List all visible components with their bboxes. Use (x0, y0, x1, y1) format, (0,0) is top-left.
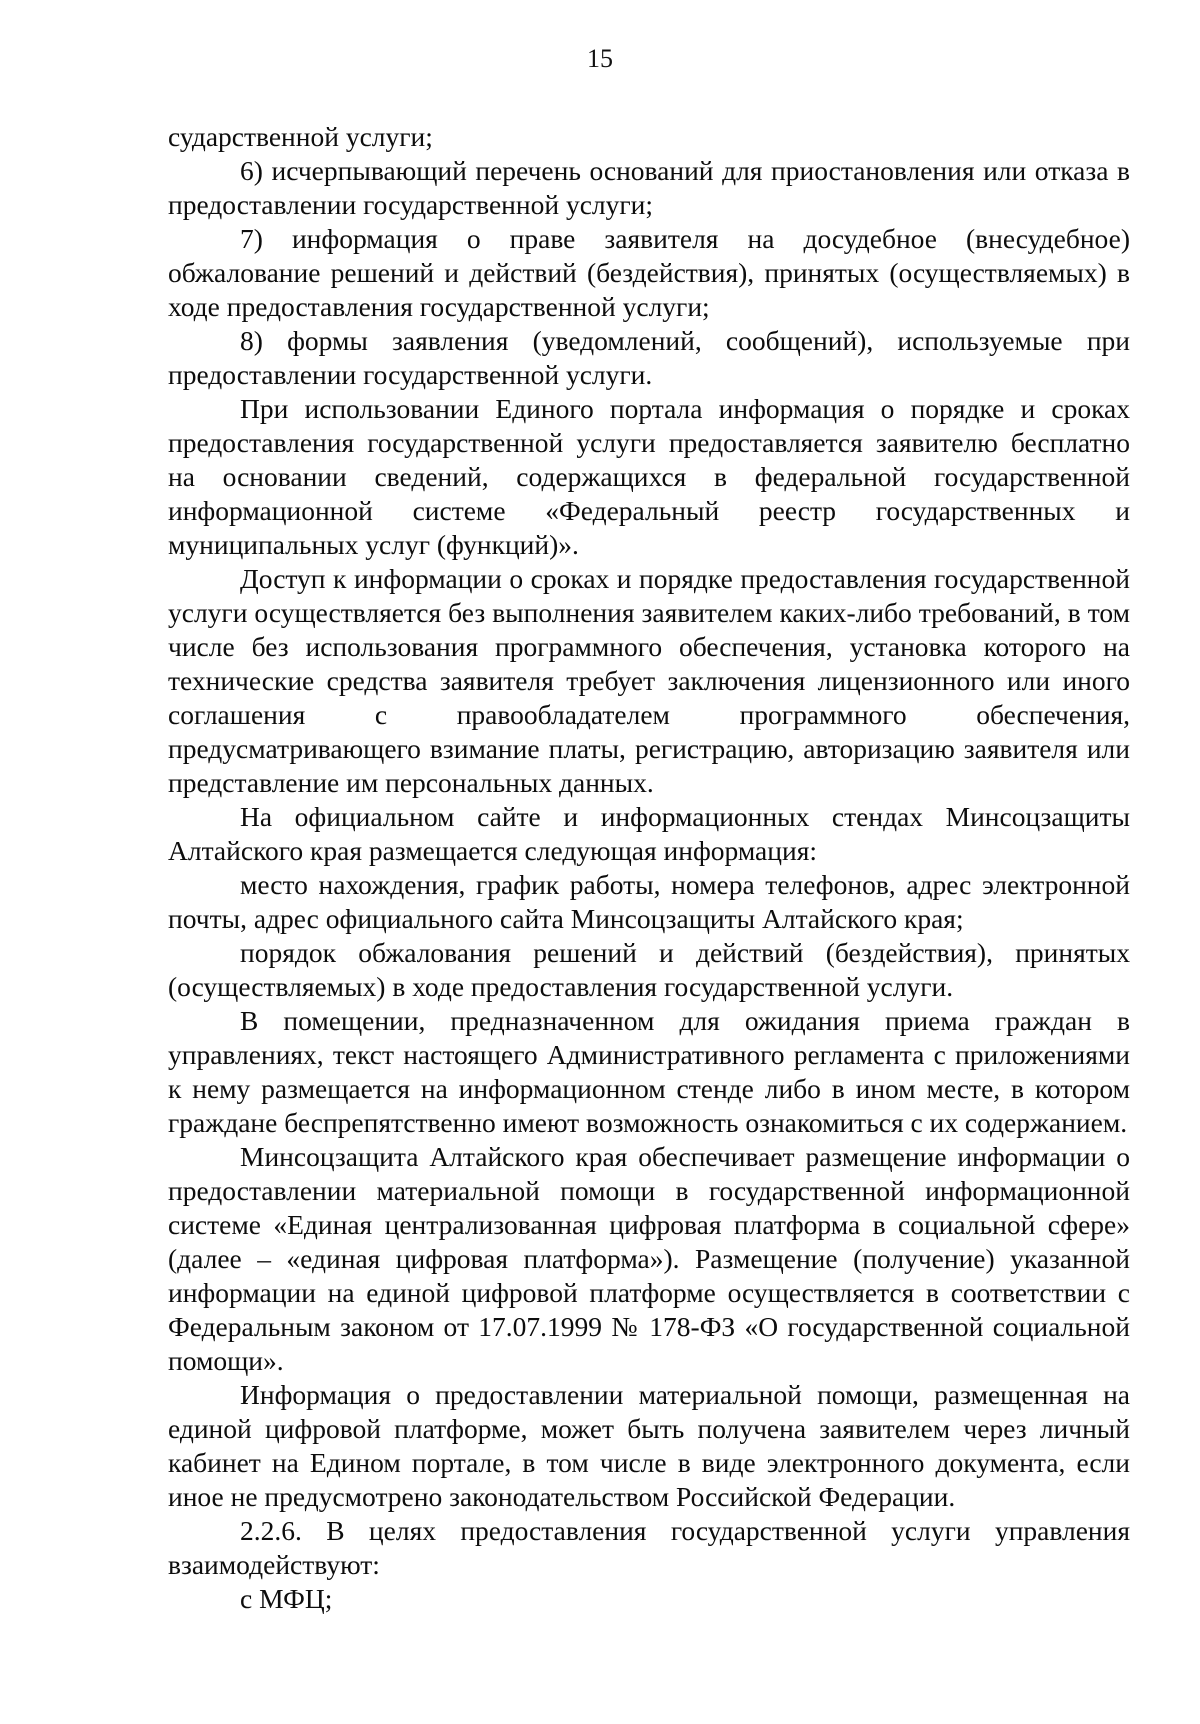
paragraph-mfc: с МФЦ; (240, 1583, 333, 1614)
paragraph-item-7: 7) информация о праве заявителя на досудебное (внесудебное) обжалование решений и действий (бездействия), принятых (осуществляемых) в ходе предоставления государственной услуги; (168, 223, 1130, 322)
page-number: 15 (587, 44, 613, 73)
paragraph-item-6: 6) исчерпывающий перечень оснований для приостановления или отказа в предоставлении государственной услуги; (168, 155, 1130, 220)
paragraph-official-site: На официальном сайте и информационных стендах Минсоцзащиты Алтайского края размещается следующая информация: (168, 801, 1130, 866)
paragraph-section-2-2-6: 2.2.6. В целях предоставления государственной услуги управления взаимодействуют: (168, 1515, 1130, 1580)
paragraph-unified-portal: При использовании Единого портала информация о порядке и сроках предоставления государственной услуги предоставляется заявителю бесплатно на основании сведений, содержащихся в федеральной государственной информационной системе «Федеральный реестр государственных и муниципальных услуг (функций)». (168, 393, 1130, 560)
paragraph-personal-cabinet: Информация о предоставлении материальной помощи, размещенная на единой цифровой платформе, может быть получена заявителем через личный кабинет на Едином портале, в том числе в виде электронного документа, если иное не предусмотрено законодательством Российской Федерации. (168, 1379, 1130, 1512)
paragraph-item-8: 8) формы заявления (уведомлений, сообщений), используемые при предоставлении государственной услуги. (168, 325, 1130, 390)
paragraph-location: место нахождения, график работы, номера телефонов, адрес электронной почты, адрес официального сайта Минсоцзащиты Алтайского края; (168, 869, 1130, 934)
paragraph-appeal-procedure: порядок обжалования решений и действий (бездействия), принятых (осуществляемых) в ходе предоставления государственной услуги. (168, 937, 1130, 1002)
paragraph-access-info: Доступ к информации о сроках и порядке предоставления государственной услуги осуществляется без выполнения заявителем каких-либо требований, в том числе без использования программного обеспечения, установка которого на технические средства заявителя требует заключения лицензионного или иного соглашения с правообладателем программного обеспечения, предусматривающего взимание платы, регистрацию, авторизацию заявителя или представление им персональных данных. (168, 563, 1130, 798)
paragraph-waiting-room: В помещении, предназначенном для ожидания приема граждан в управлениях, текст настоящего Административного регламента с приложениями к нему размещается на информационном стенде либо в ином месте, в котором граждане беспрепятственно имеют возможность ознакомиться с их содержанием. (168, 1005, 1130, 1138)
paragraph-digital-platform: Минсоцзащита Алтайского края обеспечивает размещение информации о предоставлении материальной помощи в государственной информационной системе «Единая централизованная цифровая платформа в социальной сфере» (далее – «единая цифровая платформа»). Размещение (получение) указанной информации на единой цифровой платформе осуществляется в соответствии с Федеральным законом от 17.07.1999 № 178-ФЗ «О государственной социальной помощи». (168, 1141, 1130, 1376)
document-body (168, 120, 1130, 1616)
paragraph-continuation: сударственной услуги; (168, 121, 433, 152)
